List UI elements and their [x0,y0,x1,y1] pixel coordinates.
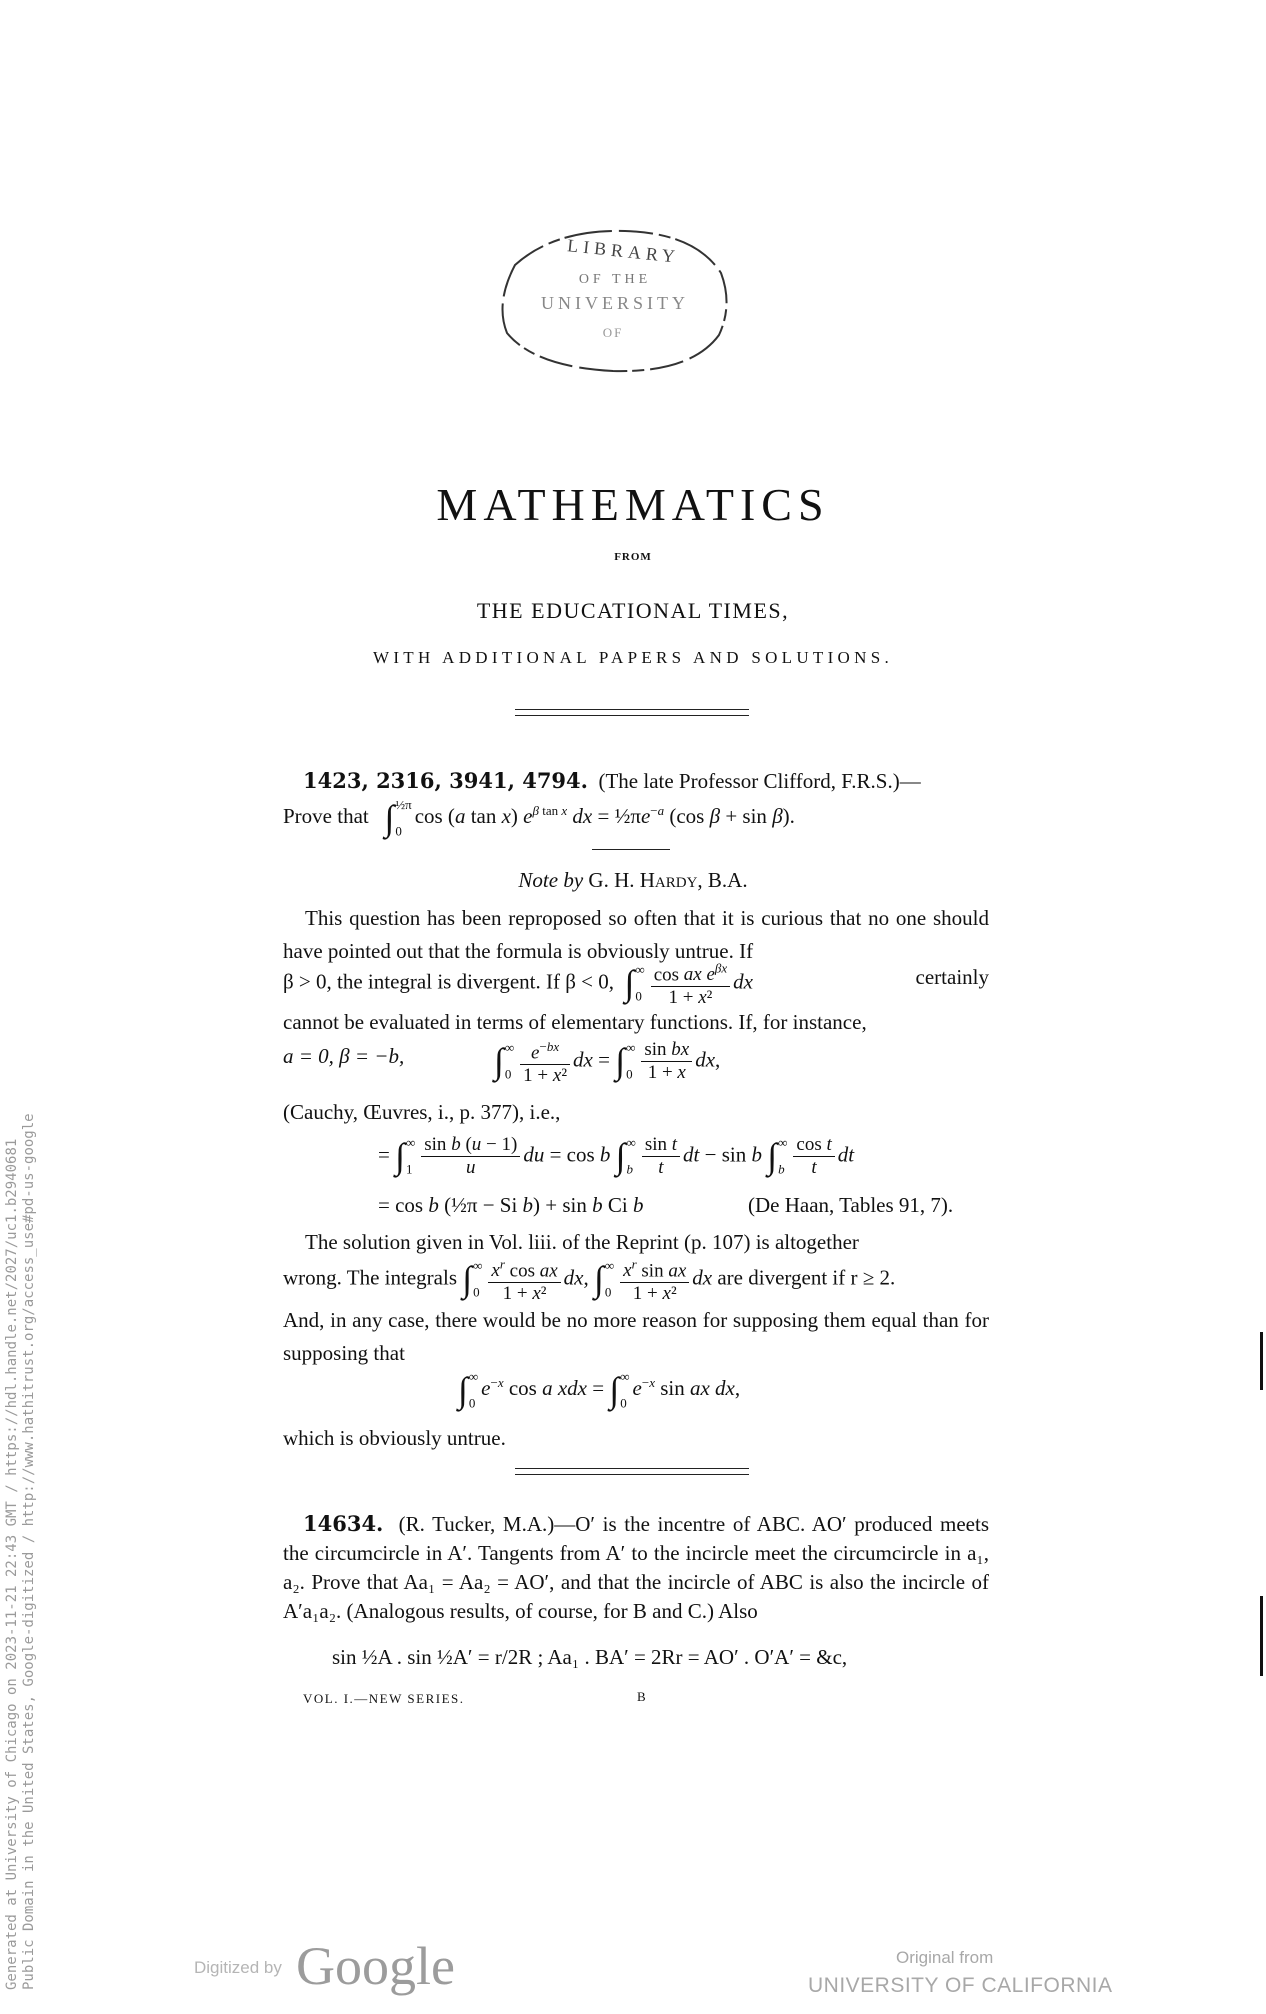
divergent-condition: are divergent if r ≥ 2. [717,1265,896,1290]
hathitrust-margin-note [4,1113,38,1990]
google-logo: Google [296,1936,455,1996]
divergent-integrals-line: wrong. The integrals ∫∞ $_0$ $\frac{x^r \cos ax}{\text{1 + x²}}$ dx, ∫∞ $_0$ $\frac{x^r \sin ax}{\text{1 + x²}}$ dx are divergent if r ≥ 2. [283,1254,895,1305]
instance-values: a = 0, β = −b, [283,1044,405,1068]
certainly-text: certainly [915,965,989,989]
formula-text: sin ½A . sin ½A′ = r/2R ; Aa₁ . BA′ = 2Rr = AO′ . O′A′ = &c, [332,1645,848,1669]
stamp-line-1: LIBRARY [566,235,681,267]
result-equation: = cos b (½π − Si b) + sin b Ci b [378,1193,644,1217]
digitized-by-label: Digitized by [194,1958,282,1977]
subtitle-2: WITH ADDITIONAL PAPERS AND SOLUTIONS. [372,648,894,667]
margin-line-2: Public Domain in the United States, Google-digitized / http://www.hathitrust.org/access_use#pd-us-google [21,1113,37,1990]
page-title: MATHEMATICS [436,479,830,530]
stamp-line-2: OF THE [578,272,652,287]
question-1-heading [283,764,989,798]
paragraph-text: This question has been reproposed so often that it is curious that no one should have pointed out that the formula is obviously untrue. If [283,906,989,963]
cauchy-text: (Cauchy, Œuvres, i., p. 377), i.e., [283,1100,561,1124]
stamp-line-4: OF [602,325,624,340]
double-rule [515,709,749,716]
question-number-2: 14634. [303,1511,384,1536]
stamp-line-3: UNIVERSITY [541,293,689,313]
signature-mark: B [637,1689,646,1704]
prove-that-label: Prove that [283,804,369,829]
note-paragraph-3 [283,1422,989,1455]
double-rule-2 [515,1468,749,1475]
volume-footer: VOL. I.—NEW SERIES. [303,1691,465,1706]
from-label: FROM [614,551,652,563]
note-by-label: Note by [518,868,584,892]
divergence-text: β > 0, the integral is divergent. If β < 0, [283,969,615,994]
integral-identity: ∫∞ $_0$ $\frac{e^{-bx}}{\text{1 + x²}}$ dx = ∫∞ $_0$ $\frac{\text{sin bx}}{1 + x}$ dx, [494,1036,720,1087]
question-2-formula [332,1645,847,1670]
cauchy-reference [283,1096,989,1129]
note-line-elementary [283,1006,989,1039]
transformation-equation: = ∫∞ $_1$ $\frac{\text{sin b (u − 1)}}{u}$ du = cos b ∫∞ $_b$ $\frac{\text{sin t}}{t}$ dt − sin b ∫∞ $_b$ $\frac{\text{cos t}}{t}$ dt [378,1134,855,1178]
note-author: G. H. Hardy, B.A. [588,868,748,892]
elementary-text: cannot be evaluated in terms of elementary functions. If, for instance, [283,1010,867,1034]
dehaan-text: (De Haan, Tables 91, 7). [748,1193,954,1217]
scan-edge-mark-2 [1260,1596,1263,1676]
margin-line-1: Generated at University of Chicago on 2023-11-21 22:43 GMT / https://hdl.handle.net/2027/uc1.b2940681 [4,1138,20,1990]
short-rule [592,849,670,850]
integrals-text: wrong. The integrals [283,1265,457,1290]
note-paragraph-2b [283,1304,989,1370]
library-stamp [495,225,733,375]
divergence-line: β > 0, the integral is divergent. If β < 0, ∫∞ $_0$ $\frac{\cos ax e^{\beta x}}{\text{1 + x²}}$ dx certainly [283,958,989,1009]
subtitle: THE EDUCATIONAL TIMES, [476,598,790,623]
instance-equation [283,1044,404,1069]
scan-edge-mark [1260,1332,1263,1390]
untrue-text: which is obviously untrue. [283,1426,506,1450]
dehaan-reference [748,1193,953,1218]
clifford-equation: Prove that ∫$^{\frac{1}{2}\pi}$ $_0$cos (a tan x) $e^{\beta tan x}$ dx = $\frac{1}{2}\pi e^{-a}$ (cos β + sin β). [283,797,795,839]
note-byline [0,868,1266,893]
university-label: UNIVERSITY OF CALIFORNIA [808,1974,1113,1997]
question-2-text: (R. Tucker, M.A.)—O′ is the incentre of ABC. AO′ produced meets the circumcircle in A′. Tangents from A′ to the incircle meet the circumcircle in a₁, a₂. Prove that Aa₁ = Aa₂ = AO′, and that the incircle of ABC is also the incircle of A′a₁a₂. (Analogous results, of course, for B and C.) Also [283,1512,989,1623]
question-2 [283,1509,989,1626]
untrue-equation: ∫∞ $_0e^{-x}$ cos a xdx = ∫∞ $_0e^{-x}$ sin ax dx, [458,1369,741,1411]
supposing-text: And, in any case, there would be no more reason for supposing them equal than for supposing that [283,1308,989,1365]
reprint-text: The solution given in Vol. liii. of the Reprint (p. 107) is altogether [305,1230,859,1254]
attribution: (The late Professor Clifford, F.R.S.)— [598,769,921,793]
original-from-label: Original from [896,1948,994,1967]
question-number: 1423, 2316, 3941, 4794. [303,768,588,793]
